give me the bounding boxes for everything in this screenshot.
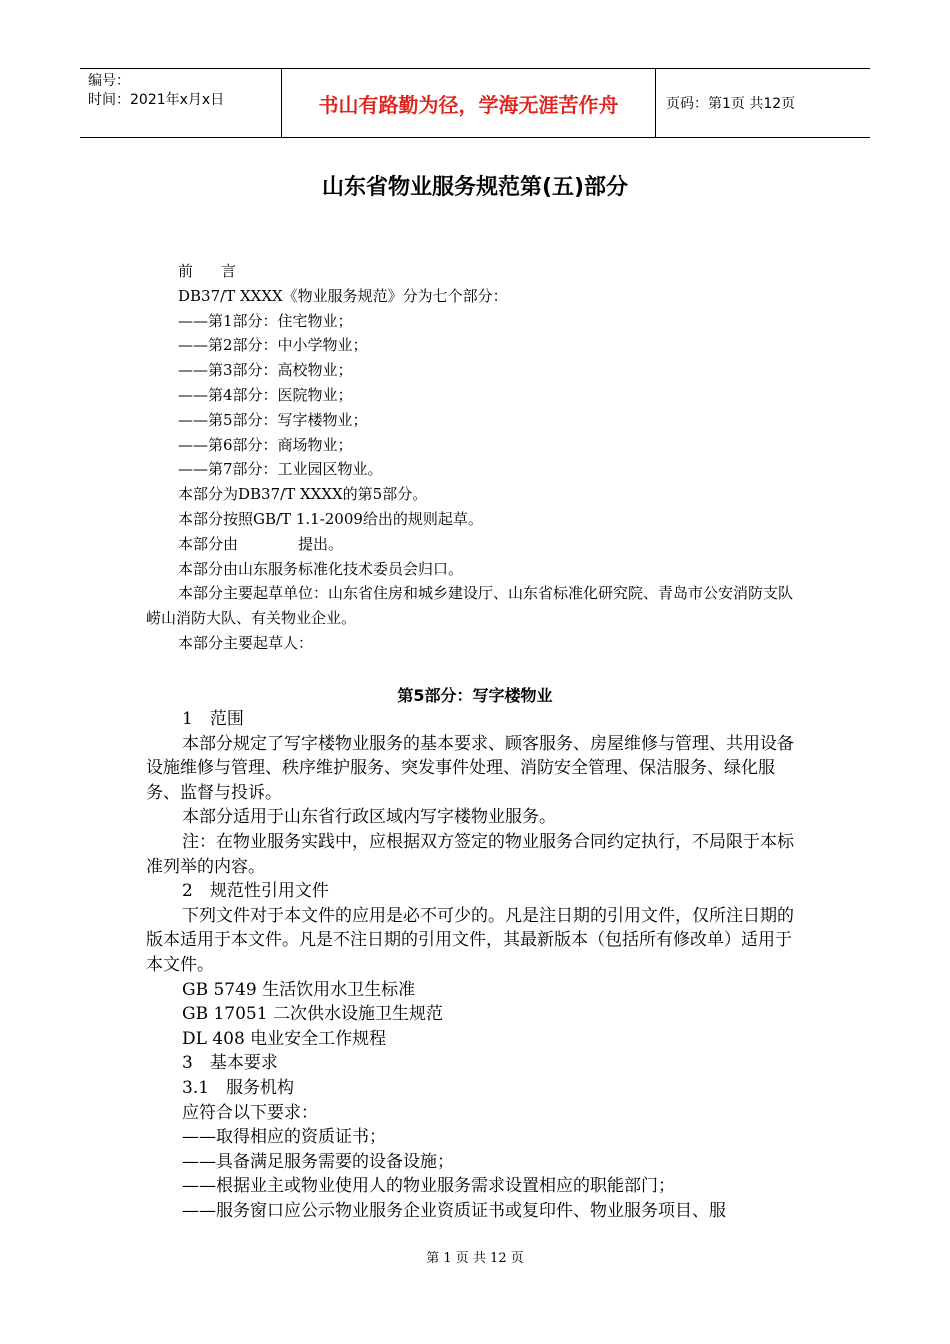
motto: 书山有路勤为径，学海无涯苦作舟 xyxy=(282,69,656,137)
paragraph: 本部分规定了写字楼物业服务的基本要求、顾客服务、房屋维修与管理、共用设备设施维修与管理、秩序维护服务、突发事件处理、消防安全管理、保洁服务、绿化服务、监督与投诉。 xyxy=(146,733,794,803)
page-code: 页码：第1页 共12页 xyxy=(666,96,796,112)
foreword-line: ——第1部分：住宅物业； xyxy=(178,311,353,330)
reference-item: GB 5749 生活饮用水卫生标准 xyxy=(182,979,416,1000)
foreword-line: 本部分为DB37/T XXXX的第5部分。 xyxy=(178,485,428,504)
foreword xyxy=(146,259,806,656)
list-item: ——取得相应的资质证书； xyxy=(182,1127,386,1148)
document-title: 山东省物业服务规范第(五)部分 xyxy=(321,175,629,200)
foreword-line: DB37/T XXXX《物业服务规范》分为七个部分： xyxy=(178,286,508,305)
foreword-heading xyxy=(146,259,806,284)
drafting-units: 本部分主要起草单位：山东省住房和城乡建设厅、山东省标准化研究院、青岛市公安消防支队崂山消防大队、有关物业企业。 xyxy=(146,584,794,628)
header-table xyxy=(80,68,870,138)
heading-references: 2 规范性引用文件 xyxy=(182,881,329,902)
foreword-line: ——第5部分：写字楼物业； xyxy=(178,410,368,429)
heading-service-organization: 3.1 服务机构 xyxy=(182,1077,295,1098)
reference-item: DL 408 电业安全工作规程 xyxy=(182,1028,387,1049)
foreword-line: ——第3部分：高校物业； xyxy=(178,361,353,380)
heading-scope: 1 范围 xyxy=(182,709,244,729)
date-line: 时间：2021年x月x日 xyxy=(88,92,225,108)
foreword-lines xyxy=(146,284,806,582)
note: 注：在物业服务实践中，应根据双方签定的物业服务合同约定执行，不局限于本标准列举的内容。 xyxy=(146,831,794,877)
foreword-heading-text: 前言 xyxy=(178,262,265,280)
foreword-line: 本部分由 提出。 xyxy=(178,534,344,553)
body-text xyxy=(146,707,808,1223)
list-item: ——具备满足服务需要的设备设施； xyxy=(182,1151,454,1172)
page-footer: 第 1 页 共 12 页 xyxy=(426,1251,524,1266)
section-title: 第5部分：写字楼物业 xyxy=(397,686,553,705)
foreword-line: ——第2部分：中小学物业； xyxy=(178,336,368,355)
paragraph: 下列文件对于本文件的应用是必不可少的。凡是注日期的引用文件，仅所注日期的版本适用于本文件。凡是不注日期的引用文件，其最新版本（包括所有修改单）适用于本文件。 xyxy=(146,905,794,975)
foreword-line: 本部分由山东服务标准化技术委员会归口。 xyxy=(178,559,464,578)
foreword-line: 本部分按照GB/T 1.1-2009给出的规则起草。 xyxy=(178,509,483,528)
drafters: 本部分主要起草人： xyxy=(178,633,314,652)
foreword-line: ——第4部分：医院物业； xyxy=(178,385,353,404)
reference-item: GB 17051 二次供水设施卫生规范 xyxy=(182,1004,443,1025)
list-item: ——根据业主或物业使用人的物业服务需求设置相应的职能部门； xyxy=(182,1176,675,1197)
number-label: 编号： xyxy=(88,73,130,89)
heading-basic-requirements: 3 基本要求 xyxy=(182,1053,278,1074)
paragraph: 本部分适用于山东省行政区域内写字楼物业服务。 xyxy=(182,807,556,828)
paragraph: 应符合以下要求： xyxy=(182,1102,318,1123)
foreword-line: ——第6部分：商场物业； xyxy=(178,435,353,454)
foreword-line: ——第7部分：工业园区物业。 xyxy=(178,460,383,479)
header-left-cell xyxy=(80,69,282,137)
list-item: ——服务窗口应公示物业服务企业资质证书或复印件、物业服务项目、服 xyxy=(182,1200,726,1221)
